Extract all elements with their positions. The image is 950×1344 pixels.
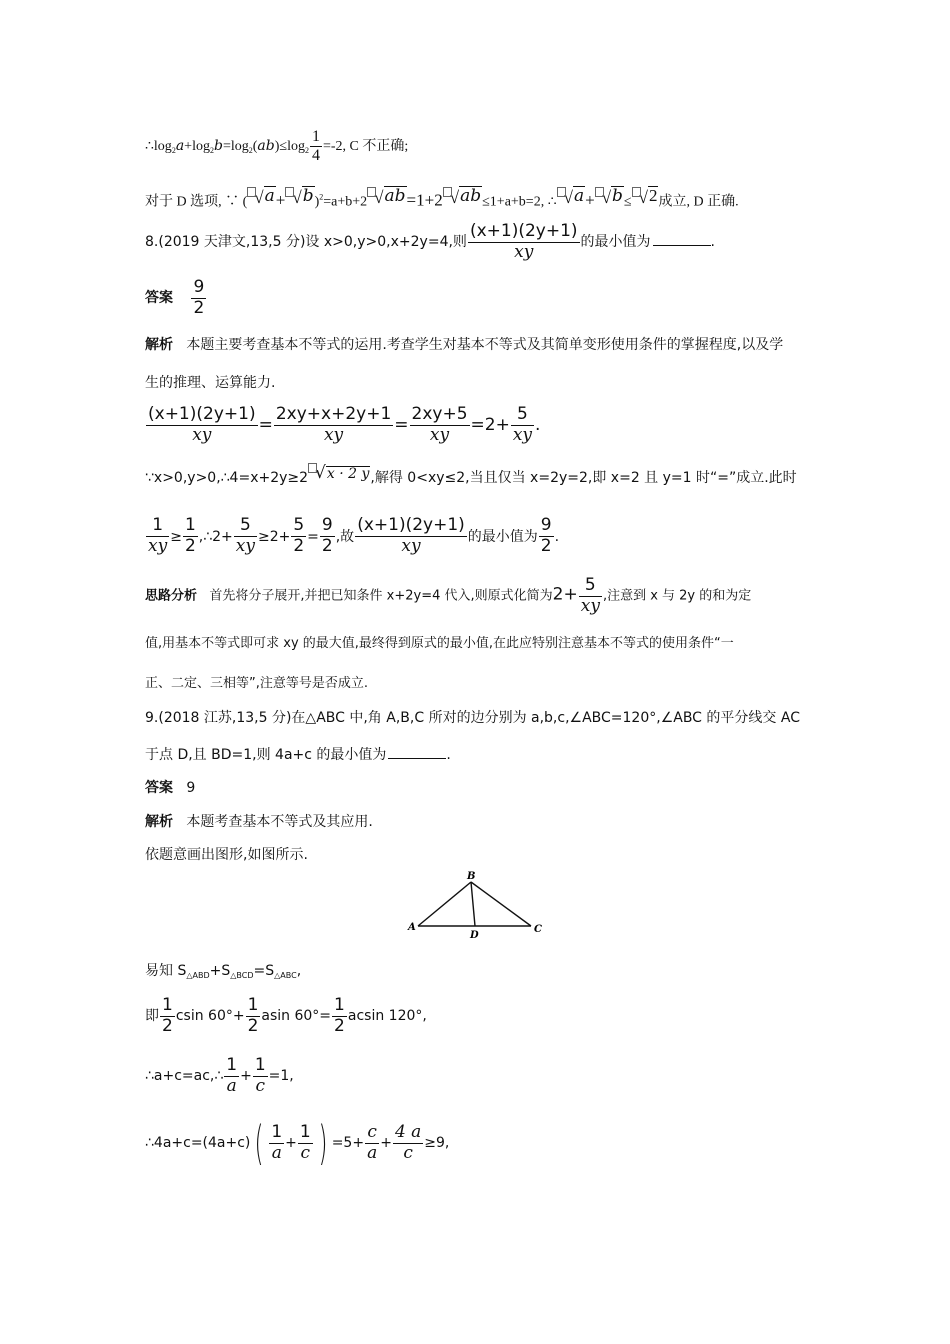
line-option-c: $\therefore\log_2a+\log_2b=\log_2(ab)\le\log_2$ $\frac{1}{4}$ =-2, C 不正确;	[145, 128, 409, 165]
eq3-fraction-3: $\frac{5}{xy}$	[235, 515, 255, 556]
equation-expand: $\frac{(x+1)(2y+1)}{xy}$ = $\frac{2xy+x+2y+1}{xy}$ = $\frac{2xy+5}{xy}$ =2+ $\frac{5}{xy}$ .	[148, 404, 541, 445]
eq1-fraction-1: $\frac{(x+1)(2y+1)}{xy}$	[148, 404, 256, 445]
eq3-fraction-7: $\frac{9}{2}$	[540, 515, 552, 556]
answer-8: 答案 $\frac{9}{2}$	[145, 277, 205, 318]
sin-half-3: $\frac{1}{2}$	[334, 995, 345, 1036]
final-inequality: ∴4a+c=(4a+c)( $\frac{1}{a}$ + $\frac{1}{c}$ ) =5+ $\frac{c}{a}$ + $\frac{4 a}{c}$ ≥9,	[145, 1116, 450, 1170]
thought-fraction: $\frac{5}{xy}$	[580, 575, 600, 616]
question-8-fraction: $\frac{(x+1)(2y+1)}{xy}$	[469, 221, 578, 262]
final-frac-c-a: $\frac{c}{a}$	[367, 1121, 378, 1163]
eq3-fraction-2: $\frac{1}{2}$	[184, 515, 196, 556]
equation-am-gm: ∵x>0,y>0,∴4=x+2y≥2 √ x · 2 y ,解得 0<xy≤2,当且仅当 x=2y=2,即 x=2 且 y=1 时“=”成立.此时	[145, 463, 797, 486]
question-8: 8.(2019 天津文,13,5 分)设 x>0,y>0,x+2y=4,则 $\frac{(x+1)(2y+1)}{xy}$ 的最小值为 .	[145, 221, 715, 262]
area-equation: 易知 $S_{\triangle ABD}+S_{\triangle BCD}=S_{\triangle ABC}$,	[145, 963, 302, 980]
radical-b-2: √ b	[595, 186, 624, 206]
radical-2: √ 2	[632, 186, 659, 206]
frac-1-a: $\frac{1}{a}$	[226, 1055, 238, 1096]
sine-area-equation: 即 $\frac{1}{2}$ csin 60°+ $\frac{1}{2}$ asin 60°= $\frac{1}{2}$ acsin 120°,	[145, 995, 427, 1036]
eq1-fraction-4: $\frac{5}{xy}$	[512, 404, 533, 445]
sum-product-equation: ∴a+c=ac,∴ $\frac{1}{a}$ + $\frac{1}{c}$ =1,	[145, 1055, 294, 1096]
label-c: C	[534, 924, 542, 935]
frac-1-c: $\frac{1}{c}$	[254, 1055, 266, 1096]
left-paren: (	[254, 1116, 264, 1170]
answer-8-fraction: $\frac{9}{2}$	[193, 277, 205, 318]
sin-half-2: $\frac{1}{2}$	[247, 995, 259, 1036]
side-bc	[471, 882, 531, 926]
answer-blank	[653, 245, 711, 246]
radical-ab: √ ab	[367, 186, 406, 206]
label-a: A	[408, 922, 416, 933]
answer-blank-9	[388, 758, 446, 759]
final-frac-4a-c: $\frac{4 a}{c}$	[394, 1121, 422, 1163]
eq3-fraction-1: $\frac{1}{xy}$	[148, 515, 168, 556]
analysis-8: 解析 本题主要考查基本不等式的运用.考查学生对基本不等式及其简单变形使用条件的掌握程度,以及学	[145, 337, 784, 353]
final-frac-1-a: $\frac{1}{a}$	[271, 1121, 283, 1163]
side-ab	[418, 882, 471, 926]
answer-9: 答案 9	[145, 780, 196, 796]
right-paren: )	[318, 1116, 328, 1170]
fraction-one-quarter: $\frac{1}{4}$	[311, 128, 320, 165]
eq1-fraction-2: $\frac{2xy+x+2y+1}{xy}$	[275, 404, 392, 445]
eq3-fraction-6: $\frac{(x+1)(2y+1)}{xy}$	[357, 515, 465, 556]
eq1-fraction-3: $\frac{2xy+5}{xy}$	[411, 404, 468, 445]
thought-analysis: 思路分析 首先将分子展开,并把已知条件 x+2y=4 代入,则原式化简为2+ $\frac{5}{xy}$ ,注意到 x 与 2y 的和为定	[145, 575, 752, 616]
radical-ab-2: √ ab	[443, 186, 482, 206]
label-b: B	[467, 871, 476, 882]
triangle-figure	[403, 868, 553, 938]
analysis-8-cont: 生的推理、运算能力.	[145, 375, 276, 391]
thought-analysis-cont-2: 正、二定、三相等”,注意等号是否成立.	[145, 676, 368, 691]
line-option-d: 对于 D 选项, ∵ ( √ a + √ b )$^2$=a+b+2 √ ab =1+2 √ ab ≤1+a+b=2, ∴ √ a + √ b ≤ √ 2 成立, D 正确.	[145, 186, 739, 210]
eq3-fraction-4: $\frac{5}{2}$	[293, 515, 305, 556]
radical-a-2: √ a	[557, 186, 585, 206]
bisector-bd	[471, 882, 475, 926]
final-frac-1-c: $\frac{1}{c}$	[299, 1121, 311, 1163]
thought-analysis-cont-1: 值,用基本不等式即可求 xy 的最大值,最终得到原式的最小值,在此应特别注意基本不等式的使用条件“一	[145, 636, 734, 651]
question-9: 9.(2018 江苏,13,5 分)在△ABC 中,角 A,B,C 所对的边分别为 a,b,c,∠ABC=120°,∠ABC 的平分线交 AC	[145, 710, 800, 726]
radical-a: √ a	[247, 186, 275, 206]
eq3-fraction-5: $\frac{9}{2}$	[321, 515, 333, 556]
figure-intro: 依题意画出图形,如图所示.	[145, 847, 308, 863]
question-9-cont: 于点 D,且 BD=1,则 4a+c 的最小值为 .	[145, 747, 451, 763]
radical-x2y: √ x · 2 y	[308, 465, 370, 482]
sin-half-1: $\frac{1}{2}$	[162, 995, 173, 1036]
label-d: D	[470, 930, 479, 938]
analysis-9: 解析 本题考查基本不等式及其应用.	[145, 814, 373, 830]
radical-b: √ b	[285, 186, 314, 206]
equation-conclusion: $\frac{1}{xy}$ ≥ $\frac{1}{2}$ ,∴2+ $\frac{5}{xy}$ ≥2+ $\frac{5}{2}$ = $\frac{9}{2}$ ,故 $\frac{(x+1)(2y+1)}{xy}$ 的最小值为 $\frac{9}{2}$ .	[148, 515, 560, 556]
